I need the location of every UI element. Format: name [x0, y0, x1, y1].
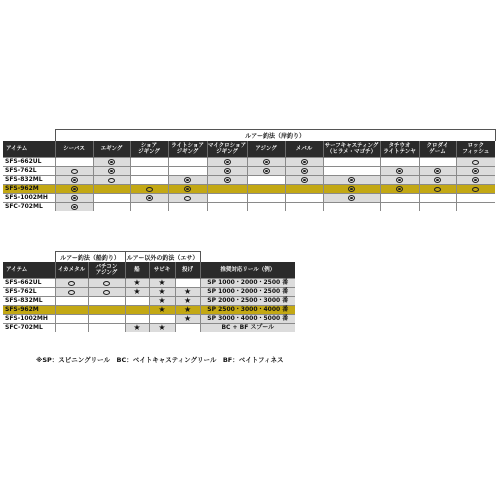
double-circle-mark-icon — [263, 168, 270, 174]
table-cell — [149, 324, 175, 333]
double-circle-mark-icon — [301, 159, 308, 165]
table-cell — [93, 158, 130, 167]
item-name: SFS-962M — [3, 306, 55, 315]
circle-mark-icon — [71, 169, 78, 174]
table-cell — [323, 185, 380, 194]
column-header: クロダイ ゲーム — [419, 141, 456, 158]
double-circle-mark-icon — [263, 159, 270, 165]
column-header: 投げ — [175, 262, 200, 279]
recommended-reel: SP 1000・2000・2500 番 — [200, 279, 295, 288]
table-cell — [168, 176, 207, 185]
table-cell — [285, 167, 323, 176]
star-mark-icon: ★ — [158, 296, 166, 305]
circle-mark-icon — [68, 290, 75, 295]
item-name: SFC-702ML — [3, 324, 55, 333]
star-mark-icon: ★ — [158, 287, 166, 296]
column-header: サーフキャスティング （ヒラメ・マゴチ） — [323, 141, 380, 158]
table-cell — [88, 315, 125, 324]
item-name: SFS-1002MH — [3, 194, 55, 203]
table-cell — [93, 185, 130, 194]
table-row — [3, 315, 295, 324]
double-circle-mark-icon — [396, 186, 403, 192]
table-cell — [93, 203, 130, 212]
table-cell — [419, 194, 456, 203]
table-row — [3, 306, 295, 315]
table-cell — [285, 194, 323, 203]
double-circle-mark-icon — [434, 168, 441, 174]
table-cell — [130, 176, 168, 185]
star-mark-icon: ★ — [133, 287, 141, 296]
table-cell — [125, 324, 149, 333]
star-mark-icon: ★ — [183, 305, 192, 314]
column-header: サビキ — [149, 262, 175, 279]
double-circle-mark-icon — [301, 168, 308, 174]
table-cell — [125, 288, 149, 297]
table-cell — [247, 194, 285, 203]
table-row — [3, 167, 495, 176]
table-row — [3, 279, 295, 288]
table-row — [3, 203, 495, 212]
table-cell — [419, 203, 456, 212]
double-circle-mark-icon — [71, 204, 78, 210]
table-cell — [380, 185, 419, 194]
table-cell — [247, 167, 285, 176]
column-header-item: アイテム — [3, 141, 55, 158]
double-circle-mark-icon — [348, 177, 355, 183]
item-name: SFS-762L — [3, 167, 55, 176]
group-header-row — [3, 252, 295, 263]
table-cell — [247, 203, 285, 212]
table-cell — [55, 324, 88, 333]
star-mark-icon: ★ — [158, 278, 166, 287]
table-cell — [419, 158, 456, 167]
recommended-reel: SP 2000・2500・3000 番 — [200, 297, 295, 306]
double-circle-mark-icon — [71, 186, 78, 192]
table-cell — [323, 158, 380, 167]
column-header: 船 — [125, 262, 149, 279]
table-cell — [130, 158, 168, 167]
table-cell — [168, 185, 207, 194]
item-name: SFS-1002MH — [3, 315, 55, 324]
double-circle-mark-icon — [71, 177, 78, 183]
table-cell — [456, 185, 495, 194]
table-cell — [55, 158, 93, 167]
column-header: エギング — [93, 141, 130, 158]
table-cell — [285, 158, 323, 167]
recommended-reel: SP 2500・3000・4000 番 — [200, 306, 295, 315]
column-header-item: アイテム — [3, 262, 55, 279]
column-header: バチコン アジング — [88, 262, 125, 279]
compatibility-table-shore — [3, 129, 496, 211]
double-circle-mark-icon — [472, 168, 479, 174]
table-cell — [55, 203, 93, 212]
table-cell — [380, 167, 419, 176]
table-cell — [55, 176, 93, 185]
table-cell — [207, 158, 247, 167]
table-cell — [207, 176, 247, 185]
table-row — [3, 324, 295, 333]
table-cell — [380, 194, 419, 203]
table-cell — [456, 194, 495, 203]
table-row — [3, 185, 495, 194]
table-cell — [168, 158, 207, 167]
circle-mark-icon — [472, 160, 479, 165]
double-circle-mark-icon — [434, 177, 441, 183]
table-cell — [323, 167, 380, 176]
star-mark-icon: ★ — [133, 278, 141, 287]
table-cell — [456, 158, 495, 167]
circle-mark-icon — [68, 281, 75, 286]
table-cell — [93, 176, 130, 185]
table-cell — [55, 167, 93, 176]
double-circle-mark-icon — [184, 177, 191, 183]
table-row — [3, 194, 495, 203]
circle-mark-icon — [184, 196, 191, 201]
item-name: SFS-662UL — [3, 158, 55, 167]
table-cell — [456, 203, 495, 212]
column-header: ライトショア ジギング — [168, 141, 207, 158]
double-circle-mark-icon — [224, 168, 231, 174]
compatibility-table-boat — [3, 251, 295, 332]
column-header: アジング — [247, 141, 285, 158]
column-header-row — [3, 141, 495, 158]
star-mark-icon: ★ — [183, 314, 192, 323]
item-name: SFS-762L — [3, 288, 55, 297]
column-header-row — [3, 262, 295, 279]
table-row — [3, 288, 295, 297]
table-row — [3, 297, 295, 306]
star-mark-icon: ★ — [158, 305, 166, 314]
table-cell — [130, 194, 168, 203]
recommended-reel: SP 3000・4000・5000 番 — [200, 315, 295, 324]
table-cell — [55, 297, 88, 306]
table-cell — [88, 306, 125, 315]
star-mark-icon: ★ — [158, 323, 166, 332]
column-header: シーバス — [55, 141, 93, 158]
star-mark-icon: ★ — [183, 296, 192, 305]
double-circle-mark-icon — [71, 195, 78, 201]
double-circle-mark-icon — [224, 177, 231, 183]
double-circle-mark-icon — [396, 177, 403, 183]
column-header: ショア ジギング — [130, 141, 168, 158]
item-name: SFS-662UL — [3, 279, 55, 288]
table-cell — [55, 306, 88, 315]
table-cell — [323, 176, 380, 185]
item-name: SFC-702ML — [3, 203, 55, 212]
table-cell — [207, 194, 247, 203]
table-cell — [55, 288, 88, 297]
table-cell — [323, 194, 380, 203]
group-header-row — [3, 130, 495, 142]
table-cell — [285, 203, 323, 212]
item-name: SFS-962M — [3, 185, 55, 194]
table-cell — [88, 324, 125, 333]
group-title-shore: ルアー釣法（岸釣り） — [55, 130, 495, 142]
table-cell — [55, 185, 93, 194]
circle-mark-icon — [434, 187, 441, 192]
table-cell — [380, 158, 419, 167]
table-cell — [175, 324, 200, 333]
table-cell — [93, 194, 130, 203]
column-header: ロック フィッシュ — [456, 141, 495, 158]
circle-mark-icon — [146, 187, 153, 192]
table-cell — [323, 203, 380, 212]
table-cell — [380, 203, 419, 212]
double-circle-mark-icon — [108, 159, 115, 165]
table-cell — [55, 279, 88, 288]
table-cell — [285, 185, 323, 194]
column-header: マイクロショア ジギング — [207, 141, 247, 158]
table-cell — [130, 185, 168, 194]
footnote: ※SP：スピニングリール BC：ベイトキャスティングリール BF：ベイトフィネス — [36, 356, 284, 364]
star-mark-icon: ★ — [133, 323, 141, 332]
double-circle-mark-icon — [108, 168, 115, 174]
table-cell — [168, 167, 207, 176]
recommended-reel: BC + BF スプール — [200, 324, 295, 333]
double-circle-mark-icon — [224, 159, 231, 165]
table-cell — [207, 185, 247, 194]
double-circle-mark-icon — [396, 168, 403, 174]
table-cell — [88, 288, 125, 297]
table-cell — [125, 306, 149, 315]
table-cell — [168, 203, 207, 212]
table-cell — [130, 167, 168, 176]
table-cell — [207, 203, 247, 212]
table-cell — [419, 176, 456, 185]
table-cell — [125, 297, 149, 306]
table-cell — [285, 176, 323, 185]
table-cell — [88, 297, 125, 306]
table-cell — [419, 185, 456, 194]
double-circle-mark-icon — [146, 195, 153, 201]
group-title-bait: ルアー以外の釣法（エサ） — [125, 252, 200, 263]
table-cell — [130, 203, 168, 212]
column-header: メバル — [285, 141, 323, 158]
table-cell — [168, 194, 207, 203]
table-cell — [247, 158, 285, 167]
double-circle-mark-icon — [301, 177, 308, 183]
double-circle-mark-icon — [348, 195, 355, 201]
item-name: SFS-832ML — [3, 176, 55, 185]
column-header: タチウオ ライトテンヤ — [380, 141, 419, 158]
table-cell — [207, 167, 247, 176]
circle-mark-icon — [103, 290, 110, 295]
circle-mark-icon — [108, 178, 115, 183]
column-header: 推奨対応リール（例） — [200, 262, 295, 279]
circle-mark-icon — [103, 281, 110, 286]
double-circle-mark-icon — [472, 177, 479, 183]
table-cell — [88, 279, 125, 288]
double-circle-mark-icon — [348, 186, 355, 192]
table-cell — [93, 167, 130, 176]
table-cell — [55, 194, 93, 203]
star-mark-icon: ★ — [183, 287, 192, 296]
table-cell — [380, 176, 419, 185]
table-cell — [149, 306, 175, 315]
circle-mark-icon — [472, 187, 479, 192]
item-name: SFS-832ML — [3, 297, 55, 306]
table-cell — [175, 315, 200, 324]
table-cell — [419, 167, 456, 176]
table-cell — [247, 176, 285, 185]
recommended-reel: SP 1000・2000・2500 番 — [200, 288, 295, 297]
table-row — [3, 176, 495, 185]
table-cell — [247, 185, 285, 194]
table-cell — [456, 167, 495, 176]
table-cell — [456, 176, 495, 185]
group-title-boat: ルアー釣法（船釣り） — [55, 252, 125, 263]
table-row — [3, 158, 495, 167]
column-header: イカメタル — [55, 262, 88, 279]
table-cell — [55, 315, 88, 324]
double-circle-mark-icon — [184, 186, 191, 192]
